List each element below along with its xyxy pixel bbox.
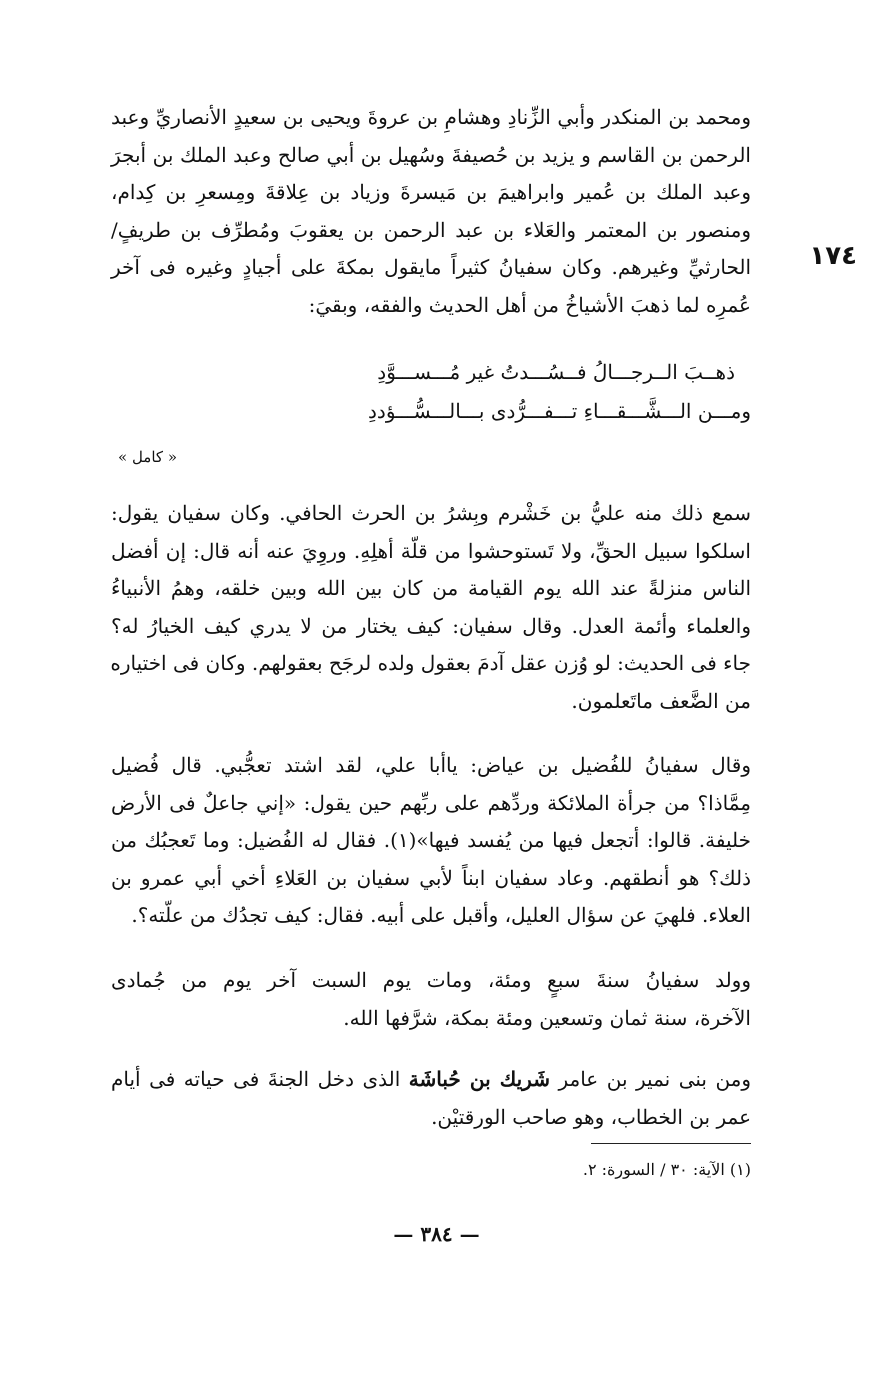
- text-line: جاء فى الحديث: لو وُزن عقل آدمَ بعقول ولده لرجَح بعقولهم. وكان فى اختياره: [110, 651, 751, 675]
- manuscript-folio-number: ١٧٤: [809, 241, 857, 271]
- verse-meter-label: « كامل »: [118, 448, 177, 466]
- paragraph-fudayl: [111, 747, 751, 935]
- verse-line-2: ومـــن الـــشَّـــقـــاءِ تـــفـــرُّدى بـــالـــسُّـــؤددِ: [368, 399, 751, 423]
- verse-line-1: ذهــبَ الــرجـــالُ فــسُـــدتُ غير مُـــســـوَّدِ: [377, 360, 735, 384]
- text-line: الرحمن بن القاسم و يزيد بن حُصيفةَ وسُهيل بن أبي صالح وعبد الملك بن أبجرَ: [111, 142, 751, 167]
- text-line: من الضَّعف ماتَعلمون.: [571, 688, 751, 713]
- text-line: عُمرِه لما ذهبَ الأشياخُ من أهل الحديث والفقه، وبقيَ:: [308, 292, 751, 317]
- text-line: وعبد الملك بن عُمير وابراهيمَ بن مَيسرةَ وزياد بن عِلاقةَ ومِسعرِ بن كِدام،: [111, 180, 751, 204]
- page-number: — ٣٨٤ —: [393, 1222, 480, 1246]
- text-line: الحارثيِّ وغيرهم. وكان سفيانُ كثيراً مايقول بمكةَ على أجيادٍ وغيره فى آخر: [111, 255, 752, 279]
- text-line: ومحمد بن المنكدر وأبي الزِّنادِ وهشامِ بن عروةَ ويحيى بن سعيدٍ الأنصاريِّ وعبد: [111, 105, 751, 129]
- paragraph-narrators: [111, 99, 751, 324]
- text-line: سمع ذلك منه عليُّ بن خَشْرم وبِشرُ بن الحرث الحافي. وكان سفيان يقول:: [111, 501, 751, 525]
- text-line: [111, 1061, 751, 1099]
- text-line: الناس منزلةً عند الله يوم القيامة من كان بين الله وبين خلقه، وهمُ الأنبياءُ: [111, 576, 751, 600]
- text-line: الآخرة، سنة ثمان وتسعين ومئة بمكة، شرَّفها الله.: [343, 1005, 751, 1030]
- text-line: اسلكوا سبيل الحقِّ، ولا تَستوحشوا من قلّة أهلِهِ. وروِيَ عنه أنه قال: إن أفضل: [111, 538, 751, 563]
- text-line: وقال سفيانُ للفُضيل بن عياض: ياأبا علي، لقد اشتد تعجُّبي. قال فُضيل: [111, 753, 751, 777]
- text-line: ومنصور بن المعتمر والعَلاء بن عبد الرحمن بن يعقوبَ ومُطرِّف بن طريفٍ/: [111, 217, 751, 242]
- footnote: (١) الآية: ٣٠ / السورة: ٢.: [582, 1160, 751, 1179]
- text-line: ذلك؟ هو أنطقهم. وعاد سفيان ابناً لأبي سفيان بن العَلاءِ أخي أبي عمرو بن: [111, 865, 751, 890]
- text-line: العلاء. فلهيَ عن سؤال العليل، وأقبل على أبيه. فقال: كيف تجدُك من علّته؟.: [131, 903, 751, 927]
- footnote-divider: [591, 1143, 751, 1144]
- paragraph-birth-death: [111, 962, 751, 1037]
- paragraph-sharik: [111, 1061, 751, 1136]
- text-segment: ومن بنى نمير بن عامر: [558, 1067, 752, 1091]
- highlighted-name: شَريك بن حُباشَة: [408, 1067, 550, 1091]
- text-line: عمر بن الخطاب، وهو صاحب الورقتيْن.: [431, 1104, 751, 1129]
- text-line: والعلماء وأئمة العدل. وقال سفيان: كيف يختار من لا يدري كيف الخيارُ له؟: [111, 613, 751, 638]
- text-line: خليفة. قالوا: أتجعل فيها من يُفسد فيها»(١). فقال له الفُضيل: وما تَعجبُك من: [111, 828, 751, 852]
- text-line: مِمَّاذا؟ من جرأة الملائكة وردِّهم على ربِّهم حين يقول: «إني جاعلٌ فى الأرض: [111, 790, 751, 815]
- text-line: وولد سفيانُ سنةَ سبعٍ ومئة، ومات يوم السبت آخر يوم من جُمادى: [111, 968, 751, 992]
- paragraph-sufyan-sayings: [111, 495, 751, 720]
- text-segment: الذى دخل الجنةَ فى حياته فى أيام: [111, 1067, 401, 1091]
